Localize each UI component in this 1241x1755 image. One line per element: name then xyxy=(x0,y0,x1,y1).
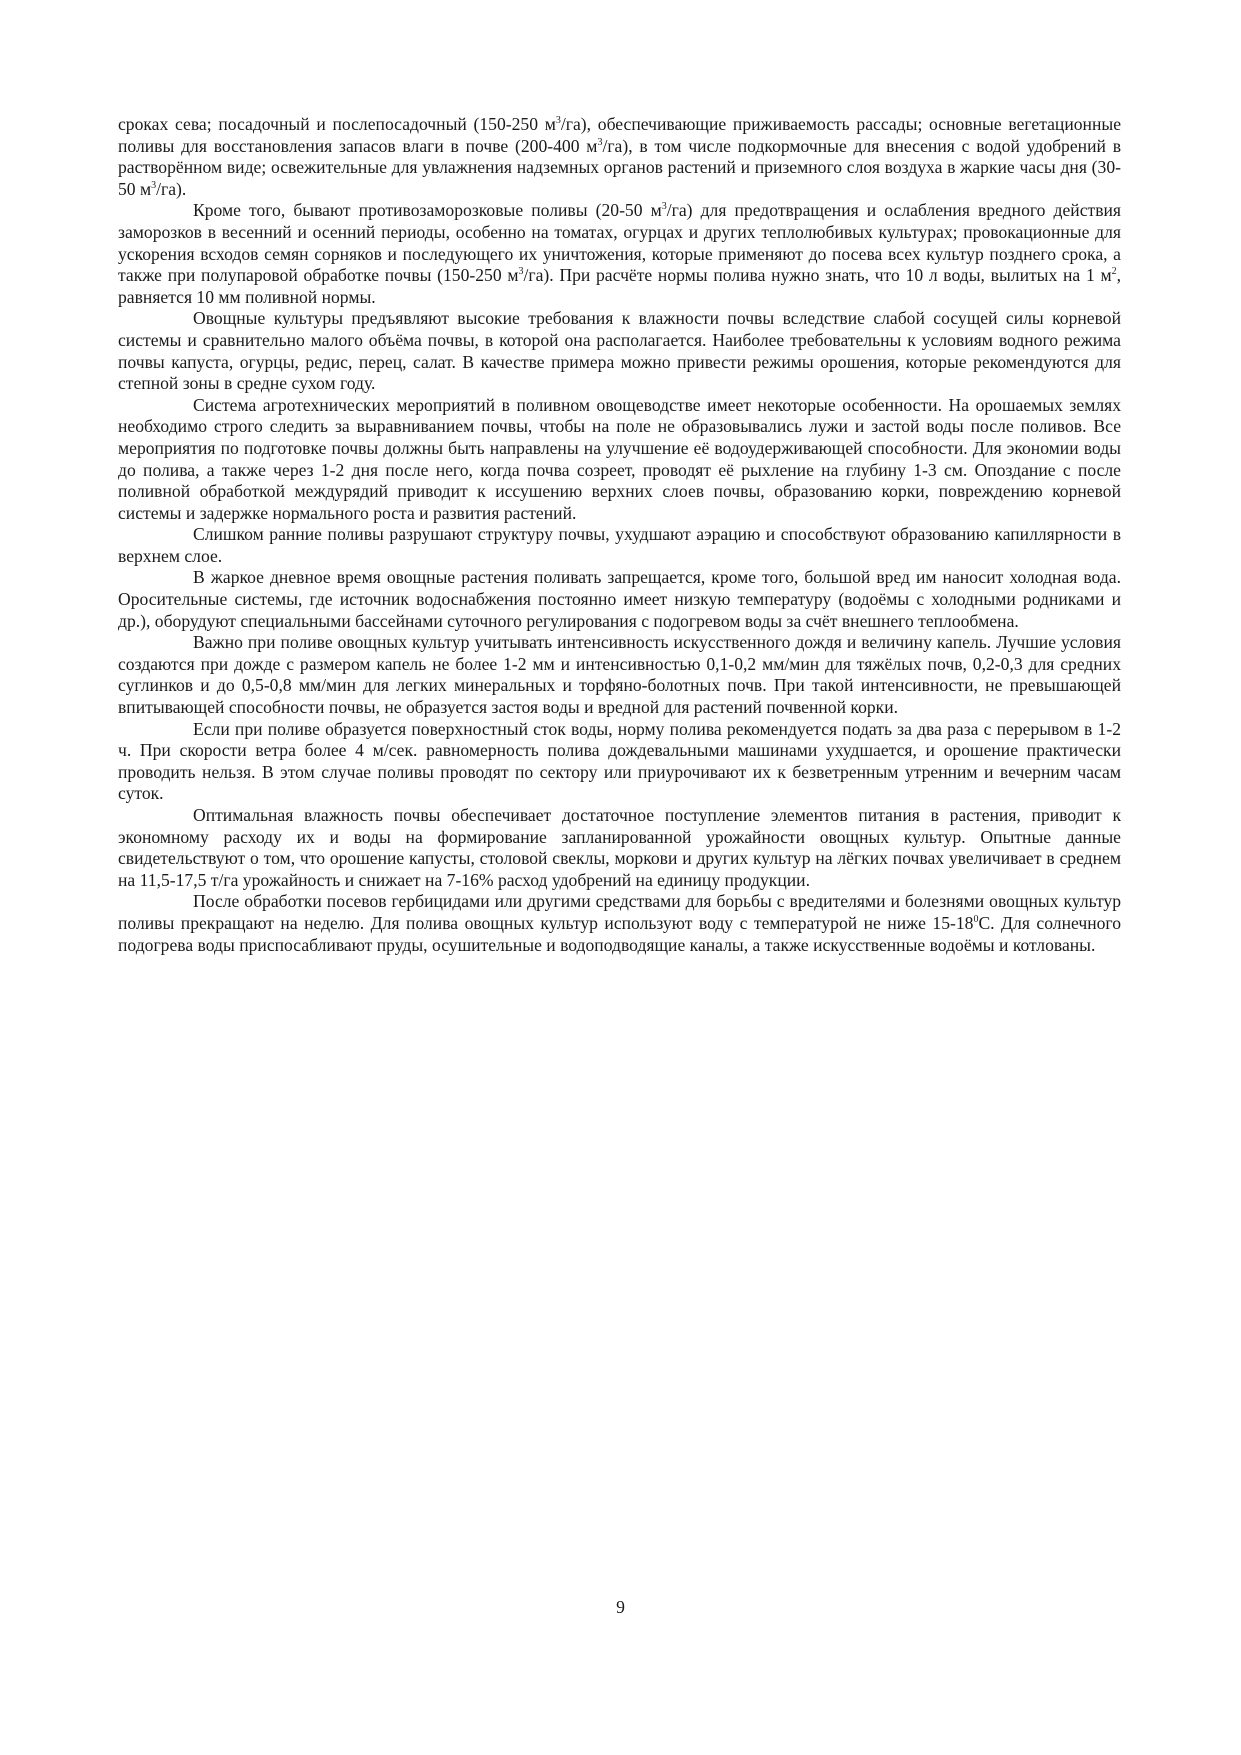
text-run: /га) для предотвращения и ослабления вредного действия заморозков в весенний и осенний периоды, особенно на томатах, огурцах и других теплолюбивых культурах; провокационные для ускорения всходов семян сорняков и последующего их уничтожения, которые применяют до посева всех культур позднего срока, а также при полупаровой обработке почвы (150-250 м xyxy=(118,200,1122,286)
superscript: 3 xyxy=(518,266,524,278)
text-run: Овощные культуры предъявляют высокие требования к влажности почвы вследствие слабой сосущей силы корневой системы и сравнительно малого объёма почвы, в которой она располагается. Наиболее требовательны к условиям водного режима почвы капуста, огурцы, редис, перец, салат. В качестве примера можно привести режимы орошения, которые рекомендуются для степной зоны в средне сухом году. xyxy=(118,308,1121,394)
paragraph xyxy=(118,632,1121,718)
text-run: /га), обеспечивающие приживаемость рассады; основные вегетационные поливы для восстановления запасов влаги в почве (200-400 м xyxy=(118,114,1122,156)
text-run: Важно при поливе овощных культур учитывать интенсивность искусственного дождя и величину капель. Лучшие условия создаются при дожде с размером капель не более 1-2 мм и интенсивностью 0,1-0,2 мм/мин для тяжёлых почв, 0,2-0,3 для средних суглинков и до 0,5-0,8 мм/мин для легких минеральных и торфяно-болотных почв. При такой интенсивности, не превышающей впитывающей способности почвы, не образуется застоя воды и вредной для растений почвенной корки. xyxy=(118,632,1121,718)
paragraph xyxy=(118,567,1121,632)
text-run: , равняется 10 мм поливной нормы. xyxy=(118,265,1121,307)
text-run: Кроме того, бывают противозаморозковые поливы (20-50 м xyxy=(193,200,662,221)
superscript: 0 xyxy=(973,913,979,925)
text-run: Система агротехнических мероприятий в поливном овощеводстве имеет некоторые особенности. На орошаемых землях необходимо строго следить за выравниванием почвы, чтобы на поле не образовывались лужи и застой воды после поливов. Все мероприятия по подготовке почвы должны быть направлены на улучшение её водоудерживающей способности. Для экономии воды до полива, а также через 1-2 дня после него, когда почва созреет, проводят её рыхление на глубину 1-3 см. Опоздание с после поливной обработкой междурядий приводит к иссушению верхних слоев почвы, образованию корки, повреждению корневой системы и задержке нормального роста и развития растений. xyxy=(118,394,1121,523)
paragraph xyxy=(118,891,1121,956)
superscript: 3 xyxy=(151,179,157,191)
text-run: Если при поливе образуется поверхностный сток воды, норму полива рекомендуется подать за два раза с перерывом в 1-2 ч. При скорости ветра более 4 м/сек. равномерность полива дождевальными машинами ухудшается, и орошение практически проводить нельзя. В этом случае поливы проводят по сектору или приурочивают их к безветренным утренним и вечерним часам суток. xyxy=(118,718,1121,804)
text-run: сроках сева; посадочный и послепосадочный (150-250 м xyxy=(118,114,556,134)
superscript: 3 xyxy=(597,136,603,148)
paragraph xyxy=(118,395,1121,525)
paragraph xyxy=(118,200,1121,308)
text-run: Оптимальная влажность почвы обеспечивает достаточное поступление элементов питания в растения, приводит к экономному расходу их и воды на формирование запланированной урожайности овощных культур. Опытные данные свидетельствуют о том, что орошение капусты, столовой свеклы, моркови и других культур на лёгких почвах увеличивает в среднем на 11,5-17,5 т/га урожайность и снижает на 7-16% расход удобрений на единицу продукции. xyxy=(118,805,1121,890)
text-run: После обработки посевов гербицидами или другими средствами для борьбы с вредителями и болезнями овощных культур поливы прекращают на неделю. Для полива овощных культур используют воду с температурой не ниже 15-18 xyxy=(118,891,1121,933)
paragraph xyxy=(118,308,1121,394)
superscript: 3 xyxy=(555,115,561,126)
paragraph xyxy=(118,114,1121,200)
text-run: /га). xyxy=(156,178,187,199)
paragraph xyxy=(118,719,1121,805)
page-number: 9 xyxy=(616,1597,625,1617)
paragraph xyxy=(118,524,1121,567)
paragraph xyxy=(118,805,1121,891)
text-run: С. Для солнечного подогрева воды приспосабливают пруды, осушительные и водоподводящие каналы, а также искусственные водоёмы и котлованы. xyxy=(118,912,1121,955)
text-run: /га). При расчёте нормы полива нужно знать, что 10 л воды, вылитых на 1 м xyxy=(523,265,1112,286)
superscript: 2 xyxy=(1111,266,1117,278)
superscript: 3 xyxy=(661,201,667,213)
body-text xyxy=(118,114,1121,956)
text-run: /га), в том числе подкормочные для внесения с водой удобрений в растворённом виде; освежительные для увлажнения надземных органов растений и приземного слоя воздуха в жаркие часы дня (30-50 м xyxy=(118,135,1122,199)
text-run: Слишком ранние поливы разрушают структуру почвы, ухудшают аэрацию и способствуют образованию капиллярности в верхнем слое. xyxy=(118,524,1121,566)
text-run: В жаркое дневное время овощные растения поливать запрещается, кроме того, большой вред им наносит холодная вода. Оросительные системы, где источник водоснабжения постоянно имеет низкую температуру (водоёмы с холодными родниками и др.), оборудуют специальными бассейнами суточного регулирования с подогревом воды за счёт внешнего теплообмена. xyxy=(118,567,1121,631)
